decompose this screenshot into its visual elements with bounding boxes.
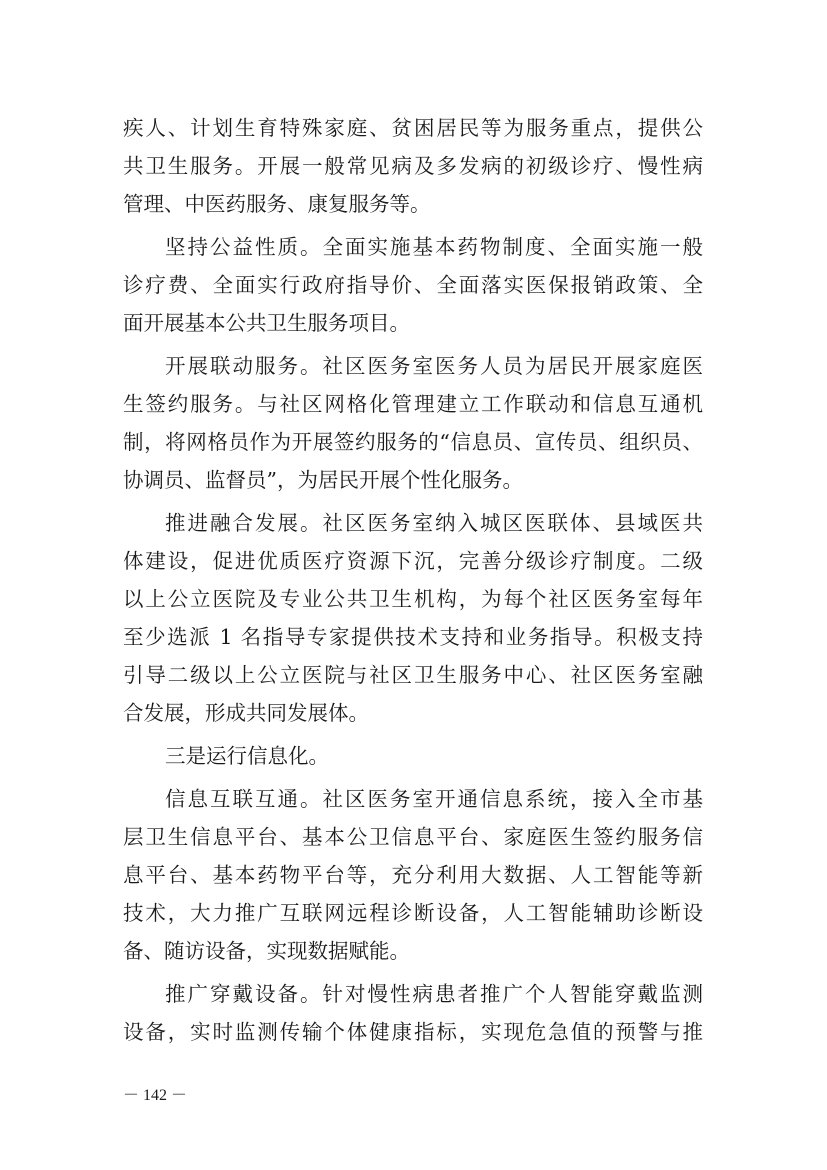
text-line: 共卫生服务。开展一般常见病及多发病的初级诊疗、慢性病	[123, 154, 703, 178]
section-heading: 三是运行信息化。	[165, 744, 329, 768]
text-line: 合发展，形成共同发展体。	[123, 701, 369, 725]
text-line: 疾人、计划生育特殊家庭、贫困居民等为服务重点，提供公	[123, 116, 703, 140]
text-line: 设备，实时监测传输个体健康指标，实现危急值的预警与推	[123, 1020, 703, 1044]
text-line: 息平台、基本药物平台等，充分利用大数据、人工智能等新	[123, 863, 703, 887]
text-line: 技术，大力推广互联网远程诊断设备，人工智能辅助诊断设	[123, 901, 703, 925]
text-line: 协调员、监督员”，为居民开展个性化服务。	[123, 468, 523, 492]
text-line: 引导二级以上公立医院与社区卫生服务中心、社区医务室融	[123, 663, 703, 687]
text-line: 管理、中医药服务、康复服务等。	[123, 192, 431, 216]
text-line: 备、随访设备，实现数据赋能。	[123, 939, 410, 963]
paragraph-start-line: 推广穿戴设备。针对慢性病患者推广个人智能穿戴监测	[165, 982, 703, 1006]
text-line: 以上公立医院及专业公共卫生机构，为每个社区医务室每年	[123, 587, 703, 611]
page-number: － 142 －	[123, 1087, 188, 1104]
text-line: 制，将网格员作为开展签约服务的“信息员、宣传员、组织员、	[123, 430, 703, 454]
paragraph-start-line: 信息互联互通。社区医务室开通信息系统，接入全市基	[165, 787, 703, 811]
text-line: 体建设，促进优质医疗资源下沉，完善分级诊疗制度。二级	[123, 549, 703, 573]
paragraph-start-line: 开展联动服务。社区医务室医务人员为居民开展家庭医	[165, 354, 703, 378]
paragraph-start-line: 推进融合发展。社区医务室纳入城区医联体、县域医共	[165, 511, 703, 535]
text-line: 生签约服务。与社区网格化管理建立工作联动和信息互通机	[123, 392, 703, 416]
text-line: 至少选派 1 名指导专家提供技术支持和业务指导。积极支持	[123, 625, 703, 649]
paragraph-start-line: 坚持公益性质。全面实施基本药物制度、全面实施一般	[165, 235, 703, 259]
text-line: 层卫生信息平台、基本公卫信息平台、家庭医生签约服务信	[123, 825, 703, 849]
text-line: 诊疗费、全面实行政府指导价、全面落实医保报销政策、全	[123, 273, 703, 297]
text-line: 面开展基本公共卫生服务项目。	[123, 311, 410, 335]
